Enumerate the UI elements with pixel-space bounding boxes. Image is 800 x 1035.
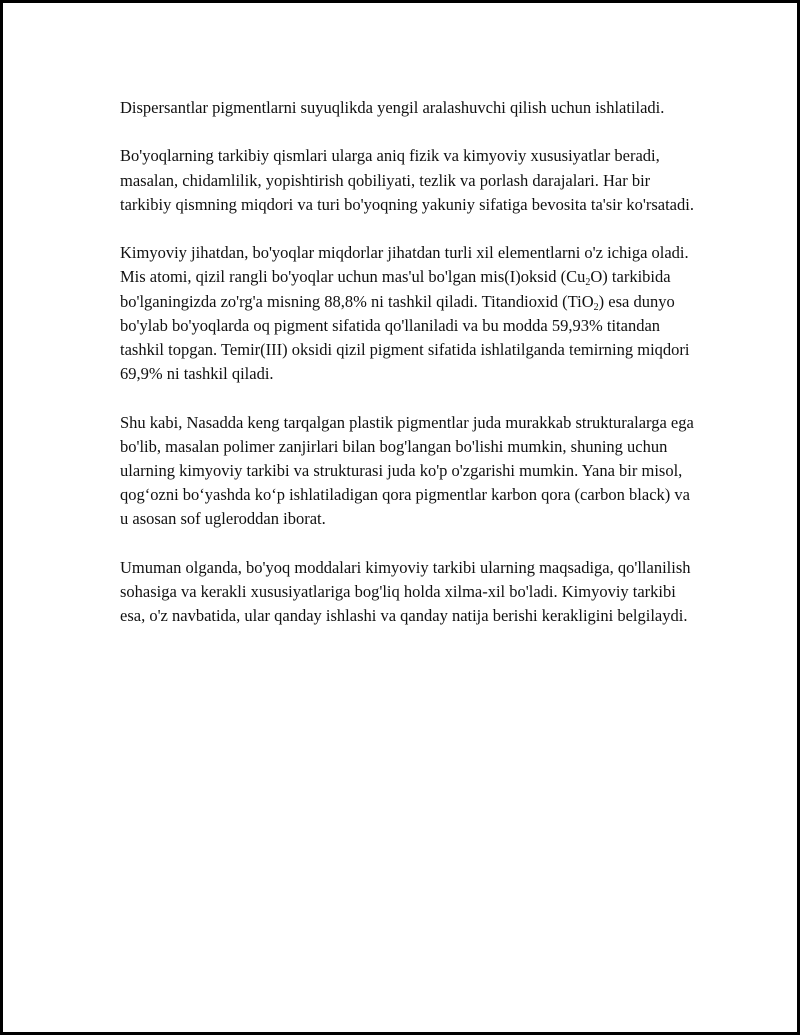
document-body [120,96,700,653]
paragraph-chemistry-part-3: ) esa dunyo bo'ylab bo'yoqlarda oq pigment sifatida qo'llaniladi va bu modda 59,93% titandan tashkil topgan. Temir(III) oksidi qizil pigment sifatida ishlatilganda temirning miqdori 69,9% ni tashkil qiladi. [120,291,690,384]
paragraph-chemistry-part-1: Kimyoviy jihatdan, bo'yoqlar miqdorlar jihatdan turli xil elementlarni o'z ichiga oladi. Mis atomi, qizil rangli bo'yoqlar uchun mas'ul bo'lgan mis(I)oksid (Cu [120,243,689,287]
paragraph-chemistry-part-2: O) tarkibida bo'lganingizda zo'rg'a misning 88,8% ni tashkil qiladi. Titandioxid (TiO [120,267,671,311]
paragraph-plastic-pigments: Shu kabi, Nasadda keng tarqalgan plastik pigmentlar juda murakkab strukturalarga ega bo'lib, masalan polimer zanjirlari bilan bog'langan bo'lishi mumkin, shuning uchun ularning kimyoviy tarkibi va strukturasi juda ko'p o'zgarishi mumkin. Yana bir misol, qog‘ozni bo‘yashda ko‘p ishlatiladigan qora pigmentlar karbon qora (carbon black) va u asosan sof ugleroddan iborat. [120,412,694,529]
paragraph-dispersants: Dispersantlar pigmentlarni suyuqlikda yengil aralashuvchi qilish uchun ishlatiladi. [120,98,665,117]
tio2-subscript: 2 [593,301,599,313]
paragraph-components: Bo'yoqlarning tarkibiy qismlari ularga aniq fizik va kimyoviy xususiyatlar beradi, masalan, chidamlilik, yopishtirish qobiliyati, tezlik va porlash darajalari. Har bir tarkibiy qismning miqdori va turi bo'yoqning yakuniy sifatiga bevosita ta'sir ko'rsatadi. [120,146,694,214]
paragraph-chemistry [120,241,700,386]
paragraph-conclusion: Umuman olganda, bo'yoq moddalari kimyoviy tarkibi ularning maqsadiga, qo'llanilish sohasiga va kerakli xususiyatlariga bog'liq holda xilma-xil bo'ladi. Kimyoviy tarkibi esa, o'z navbatida, ular qanday ishlashi va qanday natija berishi kerakligini belgilaydi. [120,557,691,626]
cu2o-subscript: 2 [585,277,591,289]
